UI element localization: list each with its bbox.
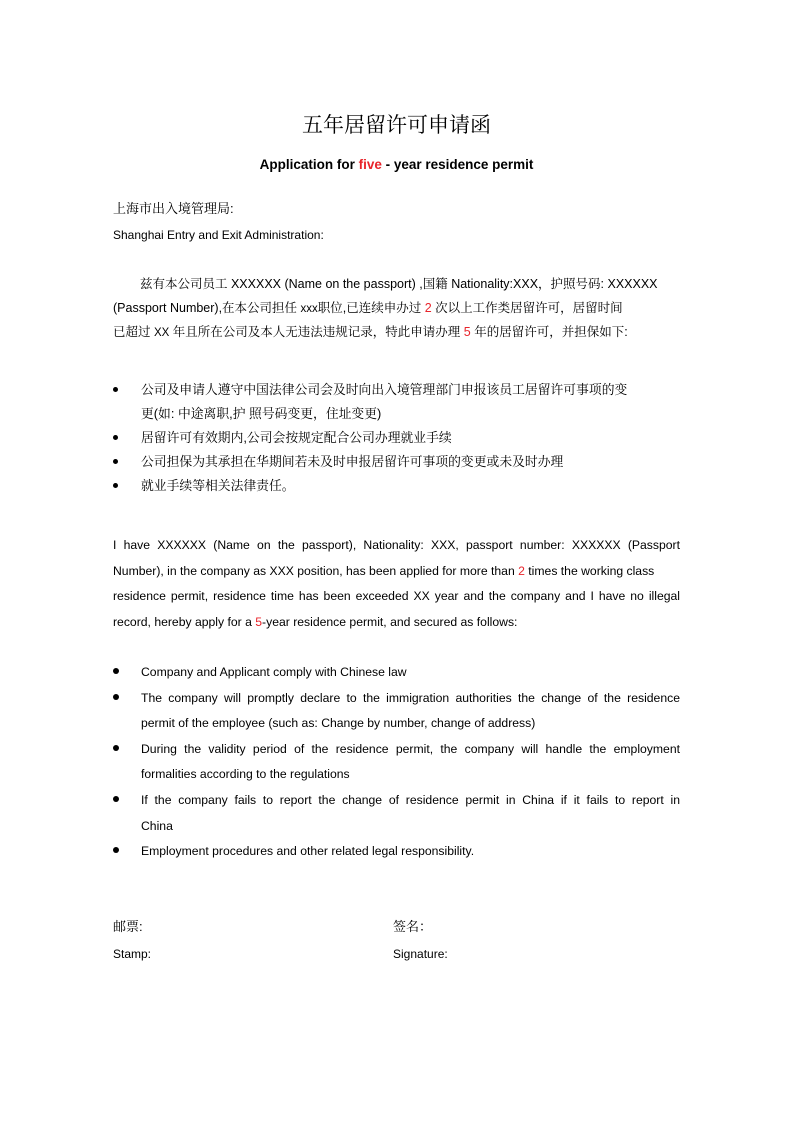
list-en-item-1: Company and Applicant comply with Chinese law: [141, 665, 407, 679]
list-item: [113, 788, 680, 839]
body-en-line-4-b: -year residence permit, and secured as follows:: [262, 614, 518, 629]
body-cn-line-2-b: xxx: [300, 303, 318, 315]
body-paragraph-cn: [113, 272, 680, 344]
guarantee-list-en: [113, 660, 680, 865]
list-cn-item-1-line-1: 公司及申请人遵守中国法律公司会及时向出入境管理部门申报该员工居留许可事项的变: [141, 382, 628, 397]
title-en-before: Application for: [259, 157, 359, 172]
list-en-item-2-line-1: The company will promptly declare to the immigration authorities the change of the residence: [141, 690, 680, 705]
body-cn-line-2-c: 职位,已连续申办过: [317, 301, 425, 315]
title-en-highlight: five: [358, 157, 382, 172]
body-paragraph-en: [113, 533, 680, 635]
bullet-icon: [113, 378, 123, 402]
body-cn-line-2-a: (Passport Number),在本公司担任: [113, 301, 301, 315]
body-cn-line-3-c: 年且所在公司及本人无违法违规记录，特此申请办理: [169, 325, 464, 339]
list-cn-item-1-line-2: 更(如: 中途离职,护 照号码变更，住址变更): [141, 406, 382, 421]
list-item: [113, 378, 680, 426]
body-en-years-number: 5: [255, 614, 263, 629]
body-en-line-2-b: times the working class: [524, 563, 655, 578]
list-item: [113, 660, 680, 686]
title-en-after: - year residence permit: [381, 157, 534, 172]
list-cn-item-4: 就业手续等相关法律责任。: [141, 478, 295, 493]
signature-label-cn: 签名：: [393, 919, 433, 934]
body-en-line-2: [113, 559, 680, 585]
body-cn-line-2: [113, 296, 680, 320]
body-cn-years-number: 5: [463, 325, 471, 339]
body-cn-line-3-d: 年的居留许可，并担保如下:: [470, 325, 628, 339]
document-title-cn: 五年居留许可申请函: [302, 113, 491, 137]
list-item: [113, 450, 680, 474]
list-item: [113, 686, 680, 737]
list-item: [113, 737, 680, 788]
list-cn-item-2: 居留许可有效期内,公司会按规定配合公司办理就业手续: [141, 430, 452, 445]
list-en-item-5: Employment procedures and other related legal responsibility.: [141, 844, 475, 859]
bullet-icon: [113, 788, 123, 814]
document-title-en: [0, 156, 793, 174]
signature-label-en: Signature:: [393, 947, 448, 961]
list-item: [113, 426, 680, 450]
list-en-item-2-line-2: permit of the employee (such as: Change by number, change of address): [141, 716, 536, 731]
list-item: [113, 839, 680, 865]
body-en-line-4: [113, 610, 680, 636]
body-cn-line-2-d: 次以上工作类居留许可，居留时间: [431, 301, 623, 315]
body-cn-times-number: 2: [424, 301, 432, 315]
bullet-icon: [113, 737, 123, 763]
body-cn-line-3-b: XX: [153, 327, 170, 339]
body-cn-line-3-a: 已超过: [113, 325, 154, 339]
guarantee-list-cn: [113, 378, 680, 498]
bullet-icon: [113, 686, 123, 712]
addressee-en: Shanghai Entry and Exit Administration:: [113, 228, 324, 242]
body-en-times-number: 2: [518, 563, 525, 578]
list-en-item-3-line-2: formalities according to the regulations: [141, 767, 350, 782]
body-en-line-3: residence permit, residence time has been exceeded XX year and the company and I have no illegal: [113, 589, 680, 603]
body-en-line-2-a: Number), in the company as XXX position, has been applied for more than: [113, 563, 519, 578]
bullet-icon: [113, 426, 123, 450]
list-en-item-3-line-1: During the validity period of the residence permit, the company will handle the employment: [141, 741, 680, 756]
stamp-label-cn: 邮票:: [113, 919, 143, 934]
bullet-icon: [113, 660, 123, 686]
list-en-item-4-line-1: If the company fails to report the change of residence permit in China if it fails to report in: [141, 792, 680, 807]
list-en-item-4-line-2: China: [141, 818, 173, 833]
bullet-icon: [113, 474, 123, 498]
stamp-label-en: Stamp:: [113, 947, 152, 961]
body-cn-line-1: 兹有本公司员工 XXXXXX (Name on the passport) ,国籍 Nationality:XXX，护照号码: XXXXXX: [140, 277, 658, 291]
list-item: [113, 474, 680, 498]
list-cn-item-3: 公司担保为其承担在华期间若未及时申报居留许可事项的变更或未及时办理: [141, 454, 564, 469]
bullet-icon: [113, 450, 123, 474]
body-cn-line-3: [113, 320, 680, 344]
bullet-icon: [113, 839, 123, 865]
body-en-line-4-a: record, hereby apply for a: [113, 614, 256, 629]
addressee-cn: 上海市出入境管理局:: [113, 201, 234, 216]
body-en-line-1: I have XXXXXX (Name on the passport), Nationality: XXX, passport number: XXXXXX (Passport: [113, 538, 680, 552]
